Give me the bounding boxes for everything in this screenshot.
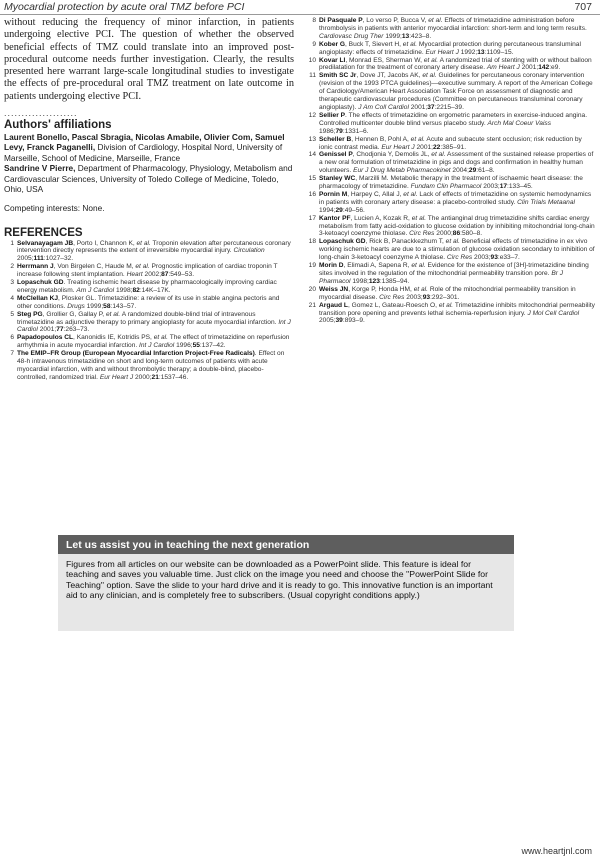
reference-coauthors: , Elimadi A, Sapena R, [343, 262, 412, 270]
reference-text [319, 238, 596, 262]
reference-coauthors: , Grollier G, Gallay P, [42, 310, 106, 318]
reference-number: 9 [312, 40, 316, 48]
reference-volume: 93 [490, 254, 498, 262]
reference-journal: Eur J Drug Metab Pharmacokinet [353, 167, 451, 175]
reference-journal: Heart [126, 271, 143, 279]
reference-year: 2001; [519, 64, 539, 72]
reference-journal: Am Heart J [486, 64, 520, 72]
reference-journal: Drugs [67, 302, 85, 310]
reference-journal: Eur Heart J [425, 48, 459, 56]
reference-text [319, 286, 596, 302]
reference-item[interactable] [306, 112, 596, 136]
reference-number: 6 [10, 334, 14, 342]
affiliation-names: Laurent Bonello, Pascal Sbragia, Nicolas Amabile, Olivier Com, Samuel Levy, Franck Paganelli, [4, 132, 285, 153]
footer-url[interactable]: www.heartjnl.com [521, 846, 592, 856]
affiliations-section [4, 119, 294, 194]
references-list-right [306, 17, 596, 325]
reference-text [319, 112, 596, 136]
page-header [0, 0, 600, 15]
reference-coauthors: , Rick B, Panackkezhum T, [365, 238, 446, 246]
reference-number: 11 [309, 72, 316, 80]
body-paragraph: without reducing the frequency of minor infarction, in patients undergoing elective PCI. The question of whether the observed beneficial effects of TMZ could translate into an improved post-procedural outcome needs further investigation. Clearly, the results presented here warrant large-scale longitudinal studies to investigate the effects of pre-procedural oral TMZ treatment on late outcome in patients undergoing elective PCI. [4, 17, 294, 102]
competing-interests: Competing interests: None. [4, 202, 105, 213]
reference-coauthors: , Chodjonia Y, Demolis JL, [352, 151, 432, 159]
reference-title: Myocardial protection during percutaneous transluminal angioplasty: effects of trimetazidine. [319, 40, 581, 56]
reference-item[interactable] [306, 302, 596, 326]
reference-text [319, 17, 596, 41]
reference-volume: 87 [161, 271, 169, 279]
reference-etal: et al. [153, 334, 168, 342]
reference-pages: :e9. [549, 64, 561, 72]
reference-title: Beneficial effects of trimetazidine in ex vivo working ischemic hearts are due to a stimulation of glucose oxidation secondary to inhibition of long-chain 3-ketoacyl coenzyme A thiolase. [319, 238, 595, 262]
reference-title: The antianginal drug trimetazidine shifts cardiac energy metabolism from fatty acid-oxidation to glucose oxidation by inhibiting mitochondrial long-chain 3-ketoacyl coenzyme thiolase. [319, 214, 595, 238]
reference-year: 2001; [37, 326, 57, 334]
reference-year: 1992; [458, 48, 478, 56]
reference-text [17, 240, 294, 264]
left-column [4, 17, 294, 382]
reference-pages: :1109–15. [484, 48, 514, 56]
reference-item[interactable] [306, 262, 596, 286]
affiliation-entry [4, 132, 294, 163]
reference-coauthors: , Von Birgelen C, Haude M, [53, 263, 136, 271]
reference-text [17, 263, 294, 279]
reference-title: Effects of trimetazidine administration before thrombolysis in patients with anterior myocardial infarction: short-term and long term results. [319, 17, 587, 32]
reference-pages: :e33–7. [497, 254, 520, 262]
reference-title: The effects of trimetazidine on ergometric parameters in exercise-induced angina. Controlled multicenter double blind versus placebo study. [319, 111, 588, 127]
reference-item[interactable] [306, 151, 596, 175]
reference-year: 1998; [114, 286, 133, 294]
reference-etal: et al. [403, 190, 418, 198]
reference-pages: :2215–39. [434, 103, 464, 111]
reference-authors: Pornin M [319, 190, 348, 198]
reference-pages: :423–8. [409, 32, 432, 40]
reference-etal: et al. [136, 239, 151, 247]
reference-authors: Herrmann J [17, 263, 54, 271]
reference-authors: The EMIP–FR Group (European Myocardial Infarction Project-Free Radicals) [17, 350, 255, 358]
reference-text [17, 295, 294, 311]
reference-pages: :893–9. [342, 317, 365, 325]
header-rule [0, 14, 600, 15]
reference-pages: :549–53. [168, 271, 195, 279]
reference-volume: 77 [56, 326, 64, 334]
reference-number: 21 [308, 301, 316, 309]
reference-text [17, 350, 294, 382]
reference-title: Trimetazidine: a review of its use in stable angina pectoris and other conditions. [17, 294, 280, 310]
reference-pages: :133–45. [507, 183, 533, 191]
reference-item[interactable] [4, 295, 294, 311]
reference-year: 2003; [404, 293, 423, 301]
reference-number: 2 [10, 263, 14, 271]
reference-volume: 82 [132, 286, 140, 294]
reference-text [319, 151, 596, 175]
reference-item[interactable] [4, 263, 294, 279]
reference-item[interactable] [306, 41, 596, 57]
reference-volume: 79 [335, 127, 343, 135]
reference-number: 8 [312, 17, 316, 24]
reference-journal: J Am Coll Cardiol [358, 103, 409, 111]
reference-authors: Kober G [319, 40, 346, 48]
reference-text [319, 302, 596, 326]
reference-authors: Selvanayagam JB [17, 239, 74, 247]
affiliation-names: Sandrine V Pierre, [4, 163, 76, 174]
reference-pages: :61–8. [476, 167, 495, 175]
reference-number: 14 [308, 151, 316, 159]
reference-journal: Int J Cardiol [139, 342, 175, 350]
reference-etal: et al. [413, 285, 428, 293]
reference-item[interactable] [306, 215, 596, 239]
reference-year: 2001; [408, 103, 428, 111]
reference-coauthors: , Dove JT, Jacobs AK, [356, 72, 423, 80]
reference-authors: Steg PG [17, 310, 43, 318]
reference-authors: Genissel P [319, 151, 353, 159]
reference-year: 2003; [472, 254, 491, 262]
reference-coauthors: . [254, 350, 259, 358]
reference-title: Evidence for the existence of [3H]-trimetazidine binding sites involved in the regulation of the mitochondrial permeability transition pore. [319, 262, 589, 277]
reference-number: 4 [10, 294, 14, 302]
reference-item[interactable] [306, 72, 596, 112]
reference-text [319, 136, 596, 152]
reference-year: 2003; [481, 183, 500, 191]
reference-title: Prognostic implication of cardiac troponin T increase following stent implantation. [17, 263, 278, 279]
reference-item[interactable] [306, 57, 596, 73]
reference-title: Lack of effects of trimetazidine on systemic hemodynamics in patients with coronary artery disease: a placebo-controlled study. [319, 190, 592, 206]
reference-year: 1986; [319, 127, 336, 135]
teaching-promo-box [58, 535, 514, 631]
reference-authors: Lopaschuk GD [17, 279, 64, 287]
reference-number: 17 [308, 214, 316, 222]
reference-title: . Treating ischemic heart disease by pharmacologically improving cardiac energy metabolism. [17, 279, 277, 294]
reference-coauthors: , Porto I, Channon K, [73, 239, 137, 247]
reference-title: Metabolic therapy in the treatment of ischaemic heart disease: the pharmacology of trimetazidine. [319, 175, 583, 191]
reference-pages: :1537–46. [158, 373, 189, 381]
section-separator: ..................... [4, 108, 78, 119]
reference-authors: Smith SC Jr [319, 72, 357, 80]
reference-title: A randomized double-blind trial of intravenous trimetazidine as adjunctive therapy to primary angioplasty for acute myocardial infarction. [17, 310, 279, 326]
reference-item[interactable] [306, 136, 596, 152]
reference-authors: Weiss JN [319, 285, 349, 293]
reference-pages: :1027–32. [43, 255, 74, 263]
reference-number: 16 [308, 190, 316, 198]
reference-volume: 58 [103, 302, 111, 310]
reference-year: 1999; [383, 32, 402, 40]
reference-item[interactable] [306, 17, 596, 41]
reference-text [319, 191, 596, 215]
reference-title: Troponin elevation after percutaneous coronary intervention directly represents the extent of irreversible myocardial injury. [17, 239, 291, 255]
reference-coauthors: , Monrad ES, Sherman W, [345, 56, 424, 64]
reference-number: 10 [308, 56, 316, 64]
reference-year: 2001; [414, 143, 434, 151]
reference-coauthors: , Hennen B, Pohl A, [351, 135, 411, 143]
reference-authors: Papadopoulos CL [17, 334, 74, 342]
reference-pages: :1331–6. [342, 127, 369, 135]
reference-volume: 13 [401, 32, 410, 40]
reference-number: 13 [308, 135, 316, 143]
affiliation-text: Division of Cardiology, Hospital Nord, University of Marseille, School of Medicine, Marseille, France [4, 142, 283, 163]
reference-number: 15 [308, 175, 316, 183]
reference-journal: Am J Cardiol [76, 286, 115, 294]
reference-etal: et al. [411, 214, 427, 222]
reference-journal: Fundam Clin Pharmacol [410, 183, 482, 191]
reference-journal: Circulation [233, 247, 265, 255]
reference-text [319, 72, 596, 112]
reference-journal: J Mol Cell Cardiol [527, 309, 580, 317]
reference-volume: 22 [433, 143, 441, 151]
promo-title: Let us assist you in teaching the next generation [58, 535, 514, 554]
promo-body: Figures from all articles on our website can be downloaded as a PowerPoint slide. This feature is ideal for teaching and saves you valuable time. Just click on the image you need and choose the ''PowerPoint Slide for Teaching'' option. Save the slide to your hard drive and it is ready to go. This innovative function is an important aid to any clinician, and is completely free to subscribers. (Usual copyright conditions apply.) [66, 559, 493, 601]
reference-number: 19 [308, 262, 316, 270]
reference-text [17, 311, 294, 335]
reference-journal: Arch Mal Coeur Vaiss [487, 119, 552, 127]
reference-journal: Eur Heart J [99, 373, 134, 381]
reference-title: The effect of trimetazidine on reperfusion arrhythmia in acute myocardial infarction. [17, 334, 290, 350]
references-list-left [4, 240, 294, 382]
reference-pages: :137–42. [199, 342, 226, 350]
reference-etal: et al. [423, 56, 439, 64]
page-number: 707 [574, 1, 592, 13]
reference-item[interactable] [4, 240, 294, 264]
right-column [306, 17, 596, 325]
reference-title: Assessment of the sustained release properties of a new oral formulation of trimetazidine in pigs and dogs and confirmation in healthy human volunteers. [319, 151, 594, 175]
reference-text [319, 215, 596, 239]
reference-coauthors: , Gomez L, Gateau-Roesch O, [347, 301, 439, 309]
reference-authors: McClellan KJ [17, 294, 59, 302]
reference-authors: Argaud L [319, 301, 348, 309]
reference-item[interactable] [306, 286, 596, 302]
affiliation-entry [4, 163, 294, 194]
reference-pages: :14K–17K. [139, 286, 171, 294]
reference-text [319, 57, 596, 73]
reference-coauthors: , Lo verso P, Bucca V, [362, 17, 429, 24]
reference-pages: :580–8. [460, 230, 483, 238]
reference-text [319, 41, 596, 57]
reference-coauthors: . [345, 111, 349, 119]
reference-pages: :49–56. [342, 206, 365, 214]
reference-item[interactable] [4, 334, 294, 350]
reference-title: Trimetazidine inhibits mitochondrial permeability transition pore opening and prevents lethal ischemia-reperfusion injury. [319, 301, 595, 317]
reference-authors: Lopaschuk GD [319, 238, 366, 246]
reference-year: 1994; [319, 206, 336, 214]
reference-volume: 55 [192, 342, 200, 350]
reference-authors: Morin D [319, 262, 344, 270]
reference-year: 2000; [434, 230, 453, 238]
reference-pages: :385–91. [440, 143, 467, 151]
reference-etal: et al. [438, 301, 454, 309]
reference-number: 12 [308, 111, 316, 119]
reference-number: 18 [308, 238, 316, 246]
reference-pages: :263–73. [63, 326, 90, 334]
reference-year: 2004; [450, 167, 469, 175]
reference-journal: Circ Res [446, 254, 473, 262]
reference-coauthors: , Buck T, Sievert H, [345, 40, 403, 48]
reference-year: 2005; [319, 317, 336, 325]
reference-pages: :143–57. [110, 302, 137, 310]
reference-volume: 29 [468, 167, 477, 175]
reference-pages: :292–301. [430, 293, 460, 301]
reference-item[interactable] [4, 279, 294, 295]
reference-coauthors: , Lucien A, Kozak R, [350, 214, 412, 222]
reference-coauthors: , Harpey C, Allal J, [347, 190, 404, 198]
reference-title: Effect on 48-h intravenous trimetazidine on short and long-term outcomes of patients with acute myocardial infarction, with and without thrombolytic therapy; a double-blind, placebo-controlled, randomized trial. [17, 350, 285, 381]
reference-etal: et al. [105, 310, 121, 318]
reference-journal: Eur Heart J [381, 143, 415, 151]
reference-etal: et al. [410, 135, 425, 143]
reference-volume: 37 [427, 103, 435, 111]
affiliations-heading: Authors' affiliations [4, 119, 112, 132]
reference-title: Acute and subacute stent occlusion; risk reduction by ionic contrast media. [319, 135, 582, 151]
reference-text [319, 262, 596, 286]
affiliation-text: Department of Pharmacology, Physiology, Metabolism and Cardiovascular Sciences, University of Toledo College of Medicine, Toledo, Ohio, USA [4, 163, 293, 195]
reference-journal: Circ Res [409, 230, 435, 238]
reference-number: 3 [10, 279, 14, 287]
reference-coauthors: , Kanonidis IE, Kotridis PS, [73, 334, 154, 342]
reference-item[interactable] [306, 238, 596, 262]
reference-year: 1999; [84, 302, 104, 310]
reference-authors: Sellier P [319, 111, 346, 119]
reference-journal: Br J Pharmacol [319, 270, 564, 285]
references-heading: REFERENCES [4, 226, 83, 239]
reference-etal: et al. [135, 263, 150, 271]
reference-volume: 13 [477, 48, 485, 56]
reference-authors: Di Pasquale P [319, 17, 363, 24]
reference-etal: et al. [445, 238, 460, 246]
reference-pages: :1385–94. [379, 277, 410, 285]
reference-authors: Kantor PF [319, 214, 351, 222]
reference-authors: Stanley WC [319, 175, 356, 183]
reference-item[interactable] [306, 175, 596, 191]
reference-number: 7 [10, 350, 14, 358]
reference-journal: Circ Res [379, 293, 405, 301]
reference-item[interactable] [306, 191, 596, 215]
reference-year: 2005; [17, 255, 34, 263]
reference-year: 2000; [133, 373, 152, 381]
reference-coauthors: , Plosker GL. [58, 294, 98, 302]
reference-item[interactable] [4, 350, 294, 382]
reference-number: 20 [308, 285, 316, 293]
reference-year: 1998; [350, 277, 369, 285]
reference-coauthors: , Marzilli M. [355, 175, 391, 183]
reference-authors: Scheller B [319, 135, 352, 143]
reference-etal: et al. [402, 40, 418, 48]
reference-volume: 142 [538, 64, 550, 72]
reference-title: Role of the mitochondrial permeability transition in myocardial disease. [319, 285, 576, 301]
reference-etal: et al. [422, 72, 437, 80]
reference-coauthors: , Korge P, Honda HM, [348, 285, 414, 293]
reference-text [17, 279, 294, 295]
reference-text [319, 175, 596, 191]
reference-year: 2002; [142, 271, 162, 279]
reference-volume: 21 [151, 373, 159, 381]
reference-volume: 93 [422, 293, 431, 301]
reference-volume: 86 [452, 230, 461, 238]
running-title: Myocardial protection by acute oral TMZ before PCI [4, 1, 245, 13]
reference-text [17, 334, 294, 350]
reference-item[interactable] [4, 311, 294, 335]
reference-volume: 29 [335, 206, 343, 214]
reference-volume: 39 [335, 317, 343, 325]
reference-volume: 111 [33, 255, 44, 263]
reference-authors: Kovar LI [319, 56, 346, 64]
reference-etal: et al. [411, 262, 426, 270]
reference-number: 5 [10, 310, 14, 318]
reference-number: 1 [10, 239, 14, 247]
reference-journal: Clin Trials Metaanal [517, 198, 575, 206]
reference-volume: 17 [499, 183, 508, 191]
reference-year: 1996; [174, 342, 193, 350]
reference-title: A randomized trial of stenting with or without balloon predilatation for the treatment of coronary artery disease. [319, 56, 592, 72]
reference-title: Guidelines for percutaneous coronary intervention (revision of the 1993 PTCA guidelines)—executive summary. A report of the American College of Cardiology/American Heart Association Task Force on assessment of diagnostic and therapeutic cardiovascular procedures (Committee on percutaneous transluminal coronary angioplasty). [319, 72, 593, 111]
reference-volume: 123 [368, 277, 380, 285]
reference-etal: et al. [428, 17, 443, 24]
reference-etal: et al. [431, 151, 446, 159]
reference-journal: Int J Cardiol [17, 318, 291, 334]
reference-journal: Cardiovasc Drug Ther [319, 32, 384, 40]
